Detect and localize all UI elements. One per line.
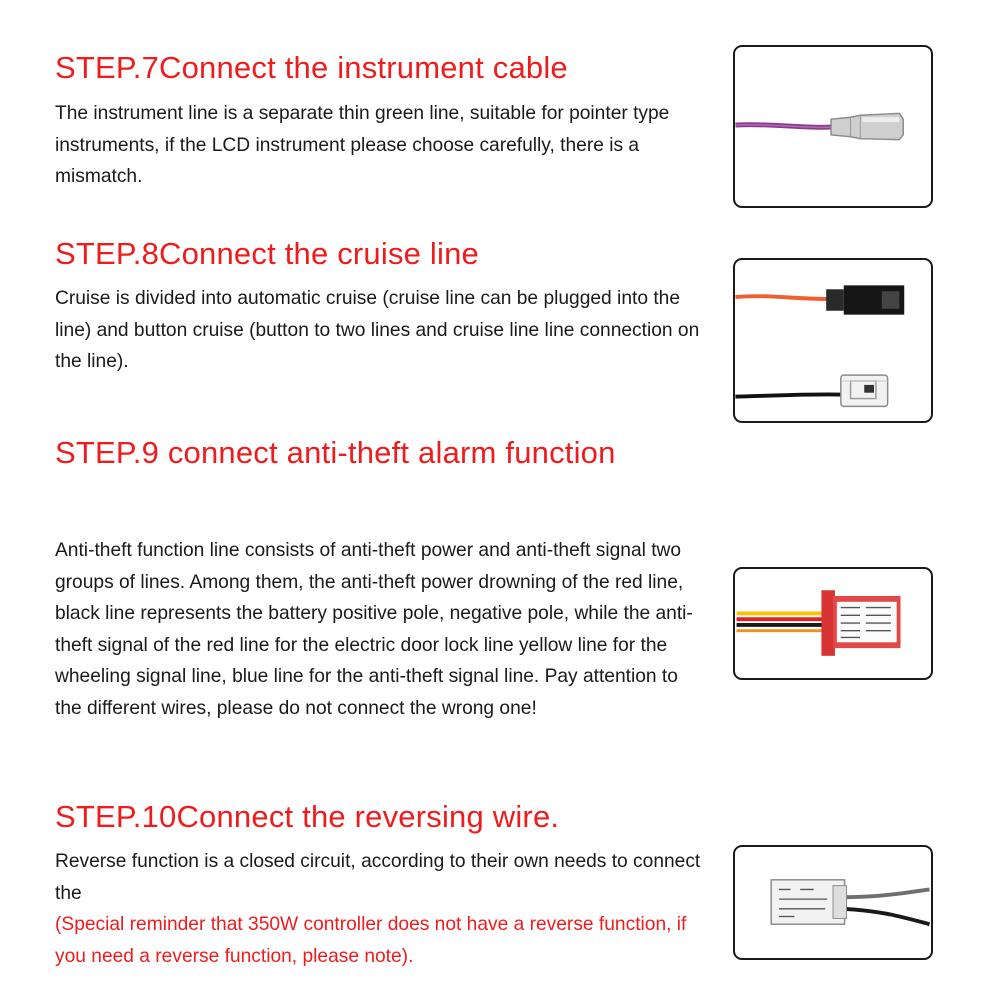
step-10-description-main: Reverse function is a closed circuit, according to their own needs to connect the <box>55 851 701 904</box>
reversing-wire-photo <box>733 845 933 960</box>
step-10-description <box>55 846 705 972</box>
step-9-description: Anti-theft function line consists of anti-theft power and anti-theft signal two groups of lines. Among them, the anti-theft power drowning of the red line, black line represents the battery positive pole, negative pole, while the anti-theft signal of the red line for the electric door lock line yellow line for the wheeling signal line, blue line for the anti-theft signal line. Pay attention to the different wires, please do not connect the wrong one! <box>55 540 693 719</box>
step-9-heading: STEP.9 connect anti-theft alarm function <box>55 435 616 470</box>
step-8-heading: STEP.8Connect the cruise line <box>55 236 479 271</box>
step-10-heading: STEP.10Connect the reversing wire. <box>55 799 560 834</box>
step-8-description: Cruise is divided into automatic cruise (cruise line can be plugged into the line) and button cruise (button to two lines and cruise line line connection on the line). <box>55 288 700 372</box>
step-10-special-reminder: (Special reminder that 350W controller does not have a reverse function, if you need a reverse function, please note). <box>55 914 687 967</box>
cruise-connectors-photo <box>733 258 933 423</box>
anti-theft-connector-photo <box>733 567 933 680</box>
instrument-cable-photo <box>733 45 933 208</box>
step-7-description: The instrument line is a separate thin green line, suitable for pointer type instruments, if the LCD instrument please choose carefully, there is a mismatch. <box>55 103 670 187</box>
step-7-heading: STEP.7Connect the instrument cable <box>55 50 568 85</box>
